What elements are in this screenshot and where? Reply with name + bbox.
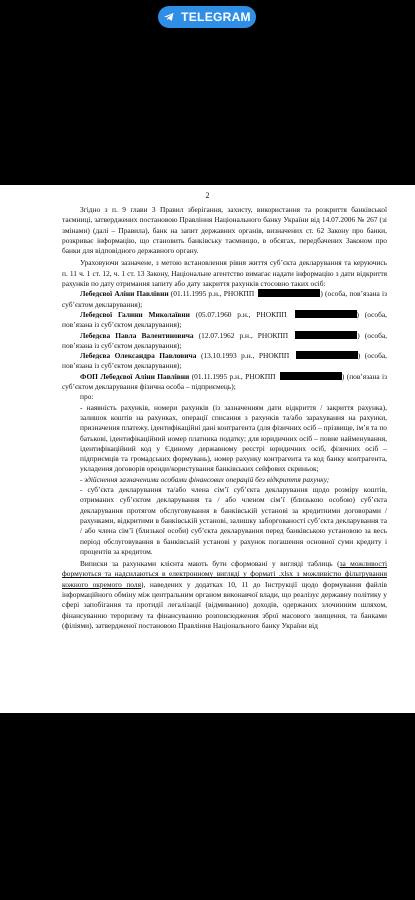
list-item-accounts: - наявність рахунків, номери рахунків (із зазначенням дати відкриття / закриття рахунка), залишок коштів на рахунках, операції списання з рахунків та/або зарахування на рахунки, призначення платежу, ідентифікаційні дані контрагента (для фізичних осіб – прізвище, ім’я та по батькові, ідентифікаційний номер платника податку; для юридичних осіб – повне найменування, ідентифікаційний код у Єдиному державному реєстрі юридичних осіб, фізичних осіб – підприємців та громадських формувань), номер рахунку контрагента та код банку контрагента, укладення договорів оренди/користування банківських сейфових скриньок; bbox=[80, 402, 387, 474]
person-details: (01.11.1995 р.н., РНОКПП bbox=[170, 289, 255, 299]
page-number: 2 bbox=[205, 191, 210, 200]
list-item-operations: - здійснення зазначеними особами фінансових операцій без відкриття рахунку; bbox=[80, 474, 330, 484]
statements-underlined-text: за можливості формуються та надсилаються в електронному вигляді у форматі .xlsx з можливістю фільтрування кожного окремого поля bbox=[62, 559, 387, 589]
redaction-bar bbox=[296, 351, 358, 359]
document-page bbox=[0, 185, 415, 713]
person-entry: Лебедєва Павла Валентиновича (12.07.1962 р.н., РНОКПП ) (особа, пов’язана із суб’єктом декларування); bbox=[62, 330, 387, 350]
person-role: (особа, пов’язана із суб’єктом декларування); bbox=[62, 309, 387, 330]
telegram-icon bbox=[163, 11, 175, 23]
person-details: (05.07.1960 р.н., РНОКПП bbox=[195, 309, 287, 319]
pro-label: про: bbox=[80, 392, 94, 402]
statements-text-start: Виписки за рахунками клієнта мають бути сформовані у вигляді таблиць ( bbox=[80, 559, 340, 569]
person-details: (01.11.1995 р.н., РНОКПП bbox=[191, 371, 276, 381]
statements-text-end: ), наведених у додатках 10, 11 до Інструкції щодо формування файлів інформаційного обміну між центральним органом виконавчої влади, що реалізує державну політику у сфері запобігання та протидії легалізації (відмиванню) доходів, одержаних злочинним шляхом, фінансуванню тероризму та фінансуванню розповсюдження зброї масового знищення, та банками (філіями), затвердженої постановою Правління Національного банку України від bbox=[62, 579, 387, 630]
redaction-bar bbox=[295, 310, 357, 318]
person-entry: Лебедєвої Аліни Павлівни (01.11.1995 р.н., РНОКПП ) (особа, пов’язана із суб’єктом декларування); bbox=[62, 289, 387, 309]
person-role: (особа, пов’язана із суб’єктом декларування); bbox=[62, 330, 387, 350]
telegram-badge-label: TELEGRAM bbox=[181, 10, 251, 24]
person-details: (12.07.1962 р.н., РНОКПП bbox=[198, 330, 289, 340]
person-role: (особа, пов’язана із суб’єктом декларування); bbox=[62, 289, 387, 309]
person-details: (13.10.1993 р.н., РНОКПП bbox=[200, 351, 290, 361]
person-role: (особа, пов’язана із суб’єктом декларування); bbox=[62, 351, 388, 371]
person-name: ФОП Лебедєвої Аліни Павлівни bbox=[80, 371, 190, 381]
redaction-bar bbox=[258, 289, 320, 297]
list-item-credits: - суб’єкта декларування та/або члена сім’ї суб’єкта декларування щодо розміру коштів, отриманих суб’єктом декларування та / або членом сім’ї (близькою особою) суб’єкта декларування протягом обслуговування в банківській установі за кредитними договорами / рахунками, відкритими в банківській установі, залишку заборгованості суб’єкта декларування та / або члена сім’ї (близької особи) суб’єкта декларування перед банківською установою за весь період обслуговування в банківській установі у рахунок погашення основної суми кредиту і процентів за кредитом. bbox=[80, 485, 387, 556]
paragraph-request: Ураховуючи зазначене, з метою встановлення рівня життя суб’єкта декларування та керуючись п. 11 ч. 1 ст. 12, ч. 1 ст. 13 Закону, Національне агентство вимагає надати інформацію з дати відкриття рахунків по дату отримання запиту або дату закриття рахунків стосовно таких осіб: bbox=[62, 258, 387, 289]
person-entry: Лебедєва Олександра Павловича (13.10.1993 р.н., РНОКПП ) (особа, пов’язана із суб’єктом декларування); bbox=[62, 351, 388, 371]
person-role: (пов’язана із суб’єктом декларування фізична особа – підприємець); bbox=[62, 371, 388, 392]
person-name: Лебедєвої Галини Миколаївни bbox=[80, 309, 190, 319]
redaction-bar bbox=[280, 372, 342, 380]
telegram-badge[interactable] bbox=[158, 6, 256, 28]
person-name: Лебедєва Олександра Павловича bbox=[80, 351, 197, 361]
paragraph-rules: Згідно з п. 9 глави 3 Правил зберігання, захисту, використання та розкриття банківської таємниці, затверджених постановою Правління Національного банку України від 14.07.2006 № 267 (зі змінами) (далі – Правила), банк на запит державних органів, визначених ст. 62 Закону про банки, розкриває інформацію, що становить банківську таємницю, в обсягах, передбачених Законом про банки для відповідного державного органу. bbox=[62, 205, 387, 256]
person-entry: Лебедєвої Галини Миколаївни (05.07.1960 р.н., РНОКПП ) (особа, пов’язана із суб’єктом декларування); bbox=[62, 309, 387, 330]
redaction-bar bbox=[295, 331, 357, 339]
person-entry: ФОП Лебедєвої Аліни Павлівни (01.11.1995 р.н., РНОКПП ) (пов’язана із суб’єктом декларування фізична особа – підприємець); bbox=[62, 371, 388, 392]
paragraph-statements bbox=[62, 559, 387, 631]
person-name: Лебедєва Павла Валентиновича bbox=[80, 330, 194, 340]
person-name: Лебедєвої Аліни Павлівни bbox=[80, 289, 169, 299]
